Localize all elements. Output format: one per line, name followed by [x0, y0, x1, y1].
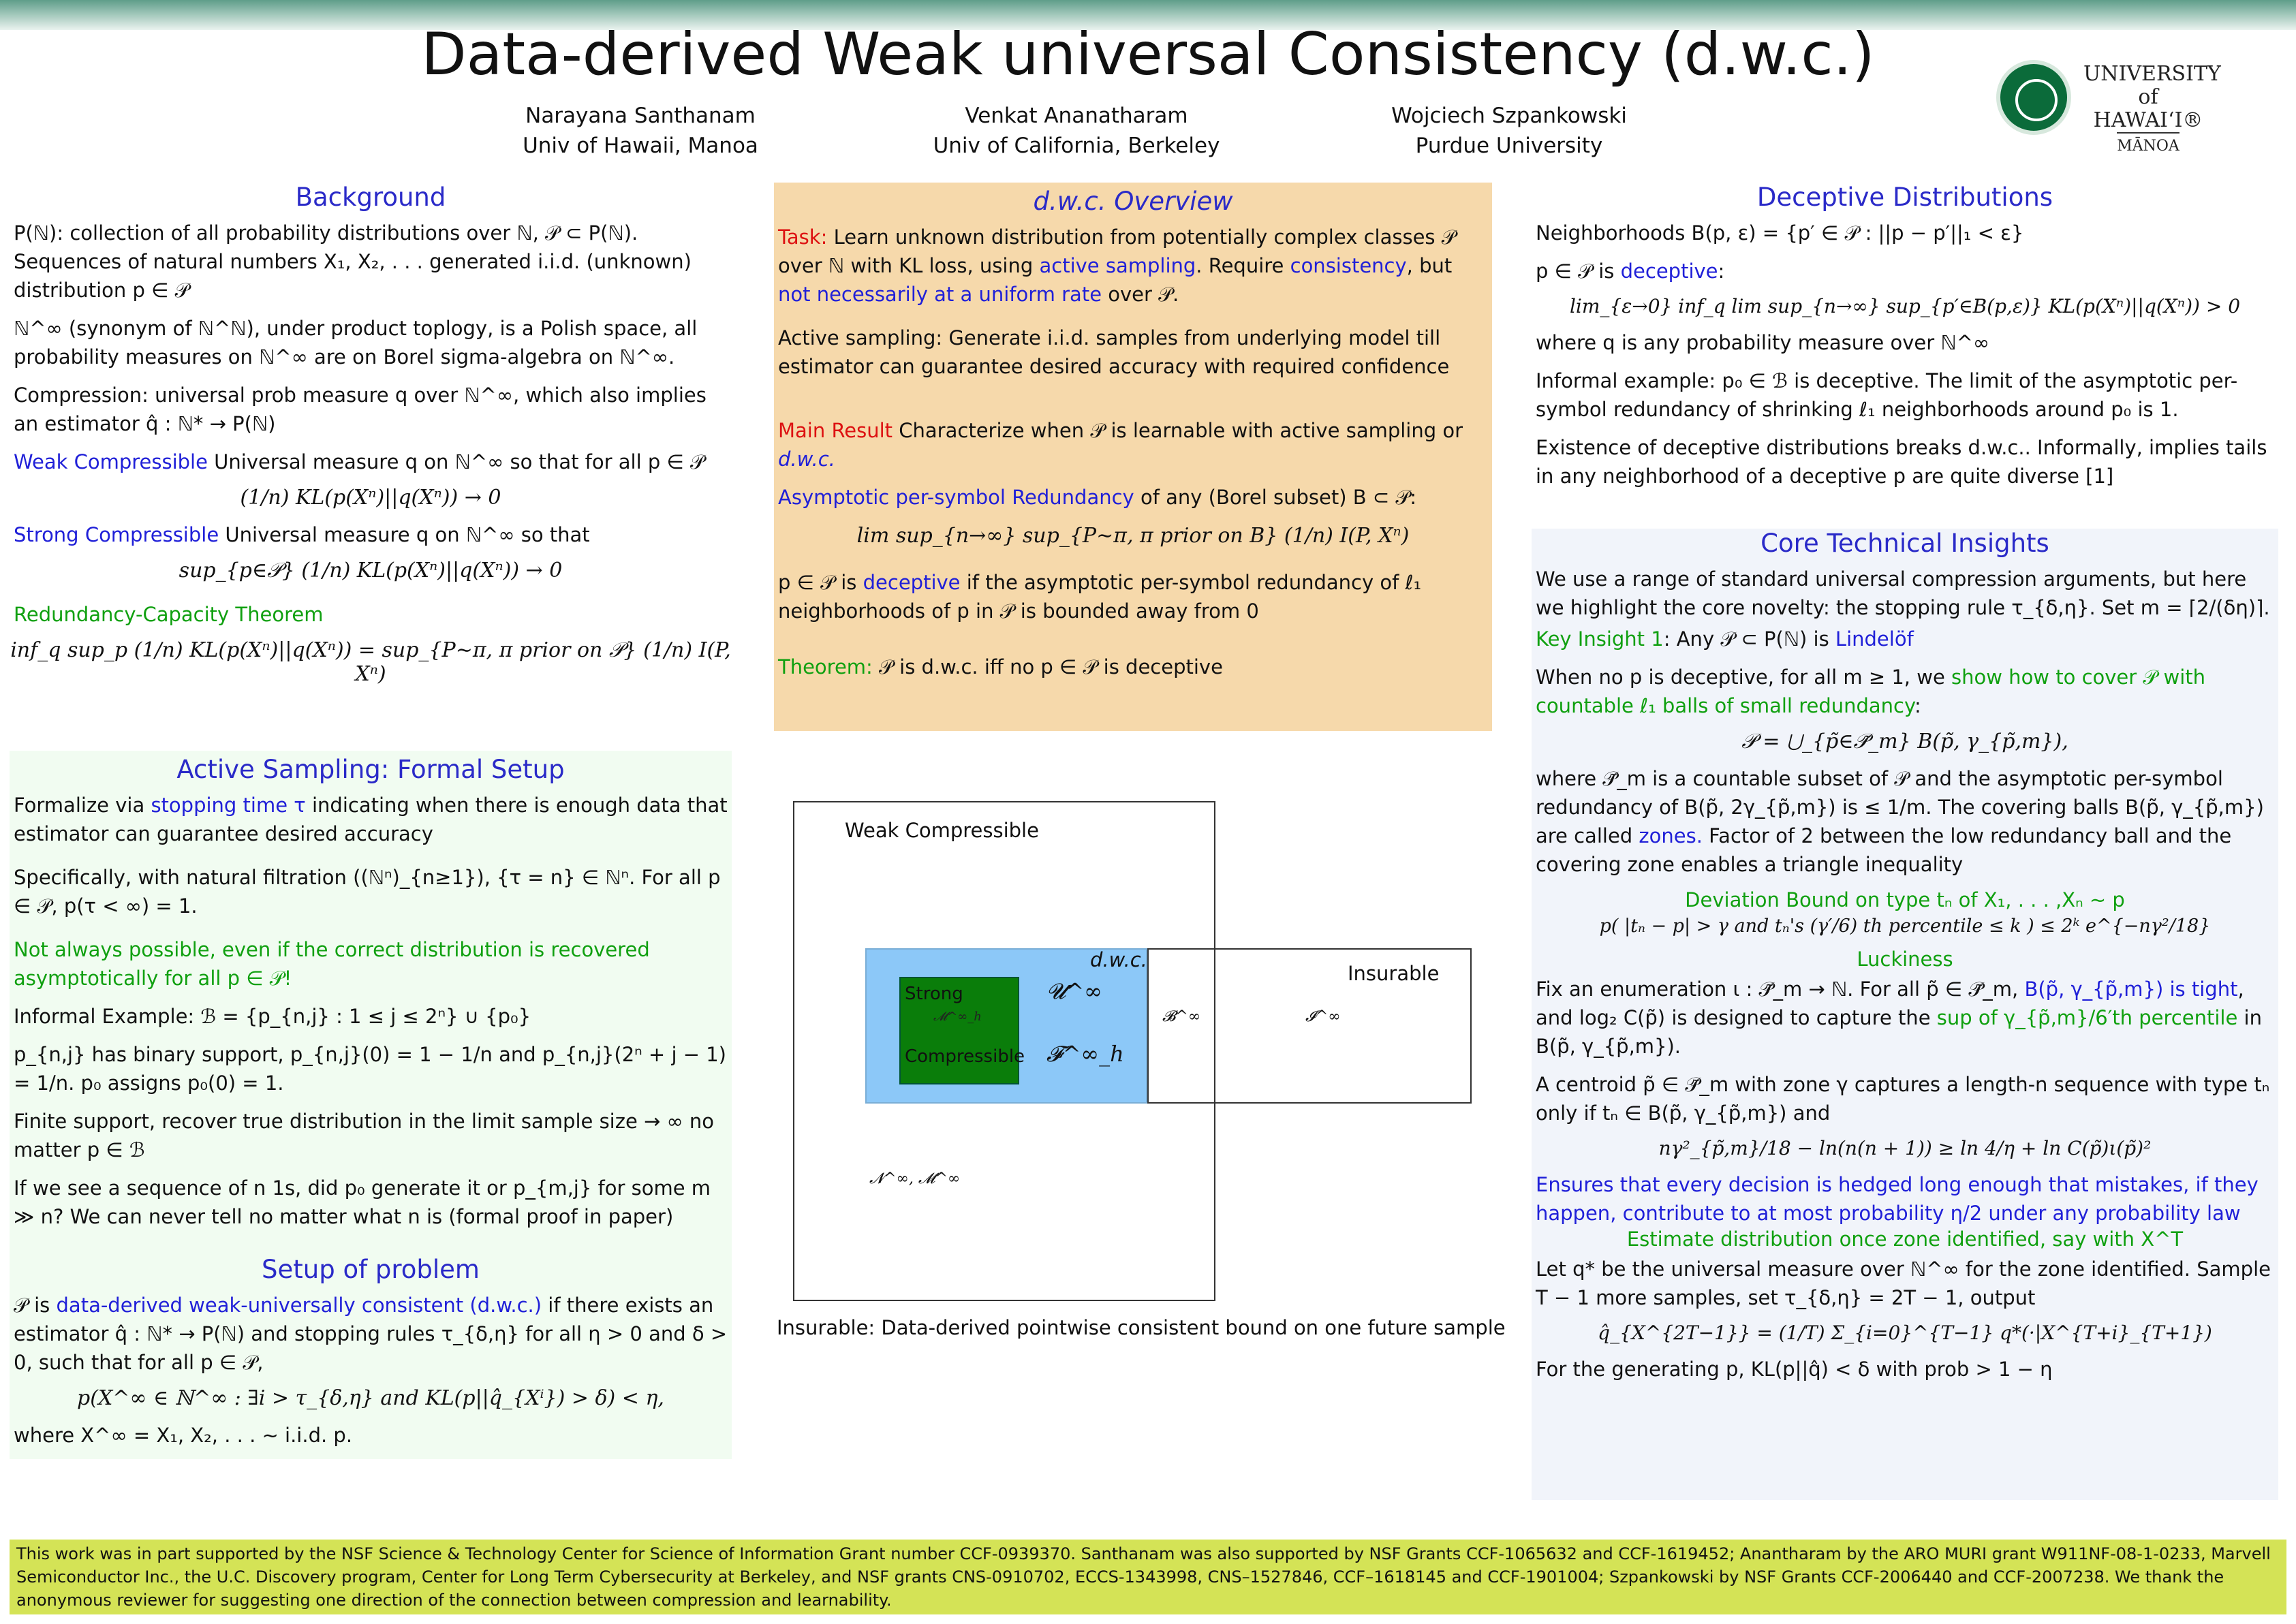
core-insights-section	[1532, 529, 2278, 1500]
section-heading: Deceptive Distributions	[1756, 183, 2053, 212]
symbol-b: 𝓑^∞	[1162, 1008, 1201, 1025]
text: over 𝒫.	[1102, 283, 1179, 306]
equation: lim_{ε→0} inf_q lim sup_{n→∞} sup_{p′∈B(p,ε)} KL(p(Xⁿ)||q(Xⁿ)) > 0	[1569, 295, 2241, 317]
paragraph	[778, 416, 1488, 473]
label-compressible: Compressible	[905, 1046, 1025, 1067]
symbol-i: 𝓘^∞	[1305, 1008, 1341, 1025]
term: zones.	[1639, 824, 1703, 847]
text: . Require	[1196, 254, 1290, 277]
author-affiliation: Univ of California, Berkeley	[933, 134, 1220, 158]
term: Strong Compressible	[14, 523, 219, 546]
paragraph	[14, 520, 728, 549]
section-heading: Core Technical Insights	[1760, 529, 2049, 558]
paragraph: If we see a sequence of n 1s, did p₀ generate it or p_{m,j} for some m ≫ n? We can never tell no matter what n is (formal proof in paper)	[14, 1176, 711, 1228]
equation: nγ²_{p̃,m}/18 − ln(n(n + 1)) ≥ ln 4/η + ln C(p̃)ι(p̃)²	[1658, 1137, 2152, 1159]
author-3	[1332, 101, 1686, 161]
text: : Any 𝒫 ⊂ P(ℕ) is	[1663, 627, 1835, 651]
section-heading: Setup of problem	[262, 1255, 480, 1284]
paragraph: where q is any probability measure over ℕ^∞	[1536, 331, 1990, 354]
university-logo	[1996, 60, 2221, 155]
text: Fix an enumeration ι : 𝒫̃_m → ℕ. For all p̃ ∈ 𝒫̃_m,	[1536, 978, 2025, 1001]
term: d.w.c.	[778, 448, 835, 471]
label-strong: Strong	[905, 984, 963, 1004]
author-name: Narayana Santhanam	[525, 104, 756, 128]
text: Universal measure q on ℕ^∞ so that	[219, 523, 590, 546]
logo-line-3: MĀNOA	[2117, 132, 2179, 158]
equation: (1/n) KL(p(Xⁿ)||q(Xⁿ)) → 0	[240, 486, 501, 510]
symbol-u: 𝓤^∞	[1046, 978, 1102, 1004]
section-heading: Active Sampling: Formal Setup	[176, 755, 565, 784]
paragraph: where X^∞ = X₁, X₂, . . . ∼ i.i.d. p.	[14, 1424, 353, 1447]
paragraph	[1536, 764, 2274, 879]
symbol-f: 𝓕^∞_h	[1046, 1041, 1124, 1067]
paragraph	[1536, 975, 2274, 1061]
paragraph: Existence of deceptive distributions breaks d.w.c.. Informally, implies tails in any neighborhood of a deceptive p are quite diverse [1]	[1536, 436, 2267, 488]
paragraph: P(ℕ): collection of all probability distributions over ℕ, 𝒫 ⊂ P(ℕ). Sequences of natural numbers X₁, X₂, . . . generated i.i.d. (unknown) distribution p ∈ 𝒫	[14, 221, 692, 302]
text: p ∈ 𝒫 is	[778, 571, 863, 594]
term: deceptive	[863, 571, 961, 594]
paragraph: A centroid p̃ ∈ 𝒫̃_m with zone γ captures a length-n sequence with type tₙ only if tₙ ∈ B(p̃, γ_{p̃,m}) and	[1536, 1073, 2270, 1125]
text: p ∈ 𝒫 is	[1536, 260, 1621, 283]
paragraph: Ensures that every decision is hedged long enough that mistakes, if they happen, contribute to at most probability η/2 under any probability law	[1536, 1173, 2259, 1225]
subheading: Luckiness	[1857, 948, 1953, 971]
paragraph: Active sampling: Generate i.i.d. samples from underlying model till estimator can guarantee desired accuracy with required confidence	[778, 326, 1450, 378]
paragraph	[778, 483, 1488, 512]
background-section	[10, 178, 732, 748]
paragraph	[778, 223, 1488, 309]
text: of any (Borel subset) B ⊂ 𝒫:	[1134, 486, 1417, 509]
paragraph: Compression: universal prob measure q over ℕ^∞, which also implies an estimator q̂ : ℕ* → P(ℕ)	[14, 384, 707, 435]
author-affiliation: Univ of Hawaii, Manoa	[523, 134, 758, 158]
text: Characterize when 𝒫 is learnable with active sampling or	[893, 419, 1463, 442]
paragraph	[14, 1291, 728, 1377]
label-weak: Weak Compressible	[845, 819, 1039, 842]
paragraph	[1536, 257, 2274, 285]
author-2	[899, 101, 1254, 161]
venn-diagram	[793, 801, 1474, 1305]
paragraph	[778, 568, 1488, 625]
term: Theorem:	[778, 655, 873, 678]
term: Key Insight 1	[1536, 627, 1664, 651]
paragraph	[1536, 663, 2274, 720]
term: not necessarily at a uniform rate	[778, 283, 1102, 306]
equation: q̂_{X^{2T−1}} = (1/T) Σ_{i=0}^{T−1} q*(·|X^{T+i}_{T+1})	[1598, 1322, 2212, 1344]
paragraph: ℕ^∞ (synonym of ℕ^ℕ), under product toplogy, is a Polish space, all probability measures on ℕ^∞ are on Borel sigma-algebra on ℕ^∞.	[14, 317, 698, 369]
text: if the asymptotic per-symbol redundancy of ℓ₁ neighborhoods of p in 𝒫 is bounded away from 0	[778, 571, 1422, 623]
term: Asymptotic per-symbol Redundancy	[778, 486, 1134, 509]
section-heading: Background	[295, 183, 446, 212]
term: Task:	[778, 225, 828, 249]
paragraph	[14, 448, 728, 476]
acknowledgement-footer: This work was in part supported by the NSF Science & Technology Center for Science of Information Grant number CCF-0939370. Santhanam was also supported by NSF Grants CCF-1065632 and CCF-1619452; Anantharam by the ARO MURI grant W911NF-08-1-0233, Marvell Semiconductor Inc., the U.C. Discovery program, Center for Long Term Cybersecurity at Berkeley, and NSF grants CNS-0910702, ECCS-1343998, CNS–1527846, CCF–1618145 and CCF-1901004; Szpankowski by NSF Grants CCF-2006440 and CCF-2007238. We thank the anonymous reviewer for suggesting one direction of the connection between compression and learnability.	[10, 1540, 2286, 1614]
term: sup of γ_{p̃,m}/6′th percentile	[1936, 1006, 2238, 1029]
paragraph: Finite support, recover true distribution in the limit sample size → ∞ no matter p ∈ ℬ	[14, 1110, 715, 1161]
paragraph: For the generating p, KL(p||q̂) < δ with prob > 1 − η	[1536, 1358, 2053, 1381]
text: Formalize via	[14, 794, 151, 817]
text: 𝒫 is d.w.c. iff no p ∈ 𝒫 is deceptive	[872, 655, 1223, 678]
paragraph	[14, 791, 728, 848]
equation: lim sup_{n→∞} sup_{P∼π, π prior on B} (1/n) I(P, Xⁿ)	[856, 524, 1410, 548]
text: Factor of 2 between the low redundancy ball and the covering zone enables a triangle inequality	[1536, 824, 2232, 876]
term: deceptive	[1620, 260, 1718, 283]
paragraph: Informal example: p₀ ∈ ℬ is deceptive. The limit of the asymptotic per-symbol redundancy of shrinking ℓ₁ neighborhoods around p₀ is 1.	[1536, 369, 2238, 421]
text: :	[1718, 260, 1725, 283]
author-name: Wojciech Szpankowski	[1391, 104, 1627, 128]
subheading: Estimate distribution once zone identified, say with X^T	[1626, 1228, 2184, 1251]
seal-icon	[1996, 60, 2071, 135]
symbol-m: 𝓜^∞_h	[933, 1010, 982, 1024]
author-name: Venkat Ananatharam	[965, 104, 1188, 128]
paragraph	[778, 653, 1488, 681]
paragraph: Informal Example: ℬ = {p_{n,j} : 1 ≤ j ≤ 2ⁿ} ∪ {p₀}	[14, 1005, 531, 1028]
paragraph: We use a range of standard universal compression arguments, but here we highlight the core novelty: the stopping rule τ_{δ,η}. Set m = ⌈2/(δη)⌉.	[1536, 567, 2270, 619]
equation: p( |tₙ − p| > γ and tₙ's (γ′/6) th percentile ≤ k ) ≤ 2ᵏ e^{−nγ²/18}	[1599, 916, 2211, 937]
subheading: Deviation Bound on type tₙ of X₁, . . . ,Xₙ ∼ p	[1685, 888, 2125, 911]
text: :	[1914, 694, 1921, 717]
term: stopping time τ	[151, 794, 306, 817]
deceptive-section	[1532, 178, 2278, 527]
term: Lindelöf	[1835, 627, 1914, 651]
setup-section	[10, 1255, 732, 1459]
text: Learn unknown distribution from potentially complex classes 𝒫 over ℕ with KL loss, using	[778, 225, 1456, 277]
figure-caption: Insurable: Data-derived pointwise consistent bound on one future sample	[777, 1316, 1506, 1339]
term: Redundancy-Capacity Theorem	[14, 603, 324, 626]
author-1	[463, 101, 818, 161]
text: 𝒫 is	[14, 1294, 57, 1317]
symbol-nm: 𝓝^∞, 𝓜^∞	[869, 1170, 961, 1187]
paragraph: p_{n,j} has binary support, p_{n,j}(0) = 1 − 1/n and p_{n,j}(2ⁿ + j − 1) = 1/n. p₀ assigns p₀(0) = 1.	[14, 1043, 726, 1095]
text: where 𝒫̃_m is a countable subset of 𝒫 and the asymptotic per-symbol redundancy of B(p̃, 2γ_{p̃,m}) is ≤ 1/m. The covering balls B(p̃, γ_{p̃,m}) are called	[1536, 767, 2264, 847]
active-sampling-section	[10, 751, 732, 1255]
term: Main Result	[778, 419, 893, 442]
term: data-derived weak-universally consistent (d.w.c.)	[56, 1294, 542, 1317]
label-dwc: d.w.c.	[1090, 948, 1147, 971]
text: if there exists an estimator q̂ : ℕ* → P(ℕ) and stopping rules τ_{δ,η} for all η > 0 and δ > 0, such that for all p ∈ 𝒫,	[14, 1294, 728, 1374]
overview-section	[774, 183, 1492, 731]
text: in B(p̃, γ_{p̃,m}).	[1536, 1006, 2262, 1058]
text: indicating when there is enough data that estimator can guarantee desired accuracy	[14, 794, 728, 845]
term: active sampling	[1039, 254, 1196, 277]
logo-line-1: UNIVERSITY	[2083, 62, 2221, 86]
paragraph: Specifically, with natural filtration ((ℕⁿ)_{n≥1}), {τ = n} ∈ ℕⁿ. For all p ∈ 𝒫, p(τ < ∞) = 1.	[14, 866, 721, 918]
text: Universal measure q on ℕ^∞ so that for all p ∈ 𝒫	[207, 450, 704, 473]
paragraph: Neighborhoods B(p, ε) = {p′ ∈ 𝒫 : ||p − p′||₁ < ε}	[1536, 221, 2024, 245]
term: consistency	[1290, 254, 1407, 277]
paragraph: Not always possible, even if the correct distribution is recovered asymptotically for all p ∈ 𝒫!	[14, 938, 650, 990]
logo-line-2: of HAWAI‘I®	[2093, 85, 2203, 132]
text: When no p is deceptive, for all m ≥ 1, we	[1536, 666, 1952, 689]
equation: p(X^∞ ∈ ℕ^∞ : ∃i > τ_{δ,η} and KL(p||q̂_{Xⁱ}) > δ) < η,	[77, 1386, 664, 1410]
text: , and log₂ C(p̃) is designed to capture the	[1536, 978, 2244, 1029]
term: Weak Compressible	[14, 450, 208, 473]
term: B(p̃, γ_{p̃,m}) is tight	[2024, 978, 2238, 1001]
text: , but	[1406, 254, 1453, 277]
poster-title: Data-derived Weak universal Consistency (d.w.c.)	[421, 20, 1875, 89]
author-affiliation: Purdue University	[1415, 134, 1603, 158]
label-insurable: Insurable	[1348, 962, 1440, 985]
equation: inf_q sup_p (1/n) KL(p(Xⁿ)||q(Xⁿ)) = sup_{P∼π, π prior on 𝒫} (1/n) I(P, Xⁿ)	[10, 638, 731, 686]
paragraph	[1536, 625, 2274, 653]
equation: 𝒫 = ⋃_{p̃∈𝒫̃_m} B(p̃, γ_{p̃,m}),	[1741, 730, 2068, 753]
term: show how to cover 𝒫 with countable ℓ₁ balls of small redundancy	[1536, 666, 2206, 717]
equation: sup_{p∈𝒫} (1/n) KL(p(Xⁿ)||q(Xⁿ)) → 0	[179, 559, 563, 582]
paragraph: Let q* be the universal measure over ℕ^∞ for the zone identified. Sample T − 1 more samples, set τ_{δ,η} = 2T − 1, output	[1536, 1258, 2271, 1309]
section-heading: d.w.c. Overview	[1033, 187, 1233, 216]
